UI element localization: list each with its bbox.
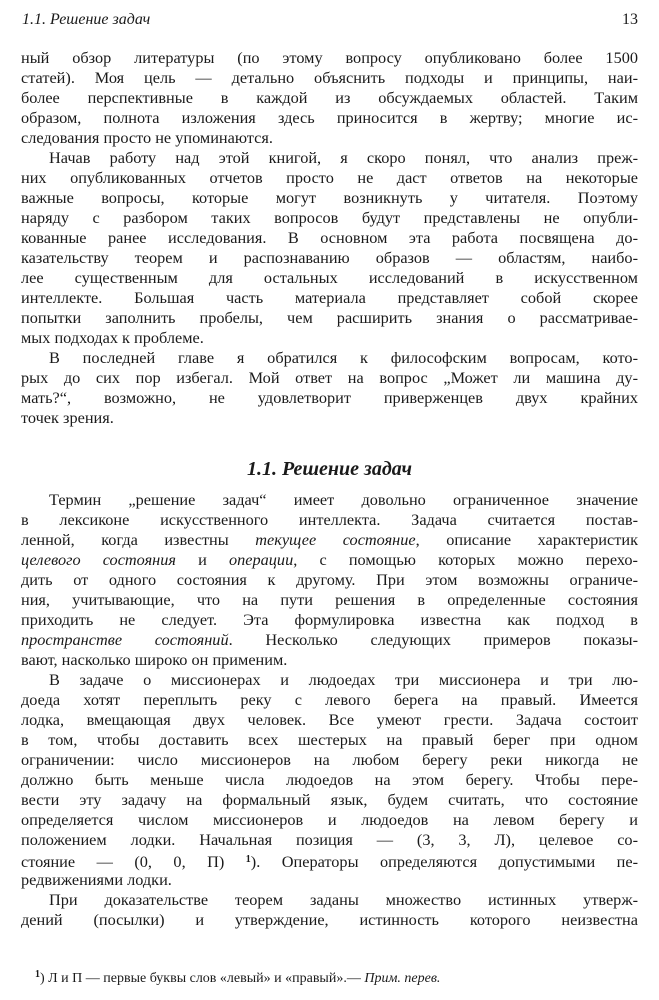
running-head — [22, 10, 638, 30]
text-fragment: и — [175, 550, 229, 569]
text-fragment: ленной, когда известны — [21, 530, 256, 549]
text-line: казательству теорем и распознаванию образов — областям, наибо- — [21, 248, 638, 267]
text-line: ограничении: число миссионеров на любом берегу реки никогда не — [21, 750, 638, 769]
text-line — [21, 550, 638, 570]
text-line: При доказательстве теорем заданы множество истинных утверж- — [49, 890, 638, 909]
running-title: 1.1. Решение задач — [22, 11, 151, 28]
page-number: 13 — [622, 11, 638, 28]
paragraph-book-work — [21, 148, 638, 348]
section-heading: 1.1. Решение задач — [247, 458, 412, 480]
emphasis-term: операции — [229, 550, 294, 569]
text-line: более перспективные в каждой из обсуждаемых областей. Таким — [21, 88, 638, 107]
text-line — [21, 530, 638, 550]
text-line — [21, 850, 638, 870]
text-line: дить от одного состояния к другому. При этом возможны ограниче- — [21, 570, 638, 589]
section-spacer — [21, 428, 638, 454]
text-line: статей). Моя цель — детально объяснить подходы и принципы, наи- — [21, 68, 638, 87]
text-line: В последней главе я обратился к философским вопросам, кото- — [49, 348, 638, 367]
text-line: рых до сих пор избегал. Мой ответ на вопрос „Может ли машина ду- — [21, 368, 638, 387]
text-line: лее существенным для остальных исследований в искусственном — [21, 268, 638, 287]
text-line: ный обзор литературы (по этому вопросу опубликовано более 1500 — [21, 48, 638, 67]
text-line: определяется числом миссионеров и людоедов на левом берегу и — [21, 810, 638, 829]
text-line: интеллекте. Большая часть материала представляет собой скорее — [21, 288, 638, 307]
text-fragment: стояние — (0, 0, П) — [21, 852, 246, 871]
text-line: них опубликованных отчетов просто не даст ответов на некоторые — [21, 168, 638, 187]
text-line: в том, чтобы доставить всех шестерых на правый берег при одном — [21, 730, 638, 749]
paragraph-last-chapter — [21, 348, 638, 428]
paragraph-problem-solving-term — [21, 490, 638, 670]
text-line: Термин „решение задач“ имеет довольно ограниченное значение — [49, 490, 638, 509]
text-line: попытки заполнить пробелы, чем расширить знания о рассматривае- — [21, 308, 638, 327]
footnote-source: Прим. перев. — [364, 971, 441, 986]
text-line: доеда хотят переплыть реку с левого берега на правый. Имеется — [21, 690, 638, 709]
text-line: вают, насколько широко он применим. — [21, 650, 288, 669]
page-body — [21, 48, 638, 930]
footnote-text: ) Л и П — первые буквы слов «левый» и «правый».— — [40, 971, 365, 986]
text-line: вести эту задачу на формальный язык, будем считать, что состояние — [21, 790, 638, 809]
text-line: мых подходах к проблеме. — [21, 328, 204, 347]
text-line — [21, 630, 638, 650]
text-line: должно быть меньше числа людоедов на этом берегу. Чтобы пере- — [21, 770, 638, 789]
text-line: приходить не следует. Эта формулировка известна как подход в — [21, 610, 638, 629]
paragraph-literature-review — [21, 48, 638, 148]
text-line: важные вопросы, которые могут возникнуть у читателя. Поэтому — [21, 188, 638, 207]
text-line: образом, полнота изложения здесь приносится в жертву; многие ис- — [21, 108, 638, 127]
text-line: В задаче о миссионерах и людоедах три миссионера и три лю- — [49, 670, 638, 689]
text-fragment: , с помощью которых можно перехо- — [293, 550, 638, 569]
emphasis-term: пространстве состояний — [21, 630, 229, 649]
text-line: мать?“, возможно, не удовлетворит приверженцев двух крайних — [21, 388, 638, 407]
text-line: ния, учитывающие, что на пути решения в определенные состояния — [21, 590, 638, 609]
text-line: точек зрения. — [21, 408, 114, 427]
paragraph-missionaries-cannibals — [21, 670, 638, 890]
text-fragment: ). Операторы определяются допустимыми пе- — [250, 852, 638, 871]
text-line: положением лодки. Начальная позиция — (3, 3, Л), целевое со- — [21, 830, 638, 849]
text-line: лодка, вмещающая двух человек. Все умеют грести. Задача состоит — [21, 710, 638, 729]
text-line: кованные ранее исследования. В основном эта работа посвящена до- — [21, 228, 638, 247]
footnote-mark: 1 — [35, 969, 40, 980]
text-line: Начав работу над этой книгой, я скоро понял, что анализ преж- — [49, 148, 638, 167]
text-fragment: . Несколько следующих примеров показы- — [228, 630, 638, 649]
text-line: наряду с разбором таких вопросов будут представлены не опубли- — [21, 208, 638, 227]
text-fragment: , описание характеристик — [415, 530, 638, 549]
emphasis-term: целевого состояния — [21, 550, 176, 569]
footnote-reference[interactable]: 1 — [245, 854, 251, 865]
emphasis-term: текущее состояние — [255, 530, 416, 549]
text-line: следования просто не упоминаются. — [21, 128, 273, 147]
footnote — [35, 965, 635, 985]
text-line: дений (посылки) и утверждение, истинность которого неизвестна — [21, 910, 638, 929]
paragraph-theorem-proving — [21, 890, 638, 930]
text-line: в лексиконе искусственного интеллекта. Задача считается постав- — [21, 510, 638, 529]
text-line: редвижениями лодки. — [21, 870, 172, 889]
